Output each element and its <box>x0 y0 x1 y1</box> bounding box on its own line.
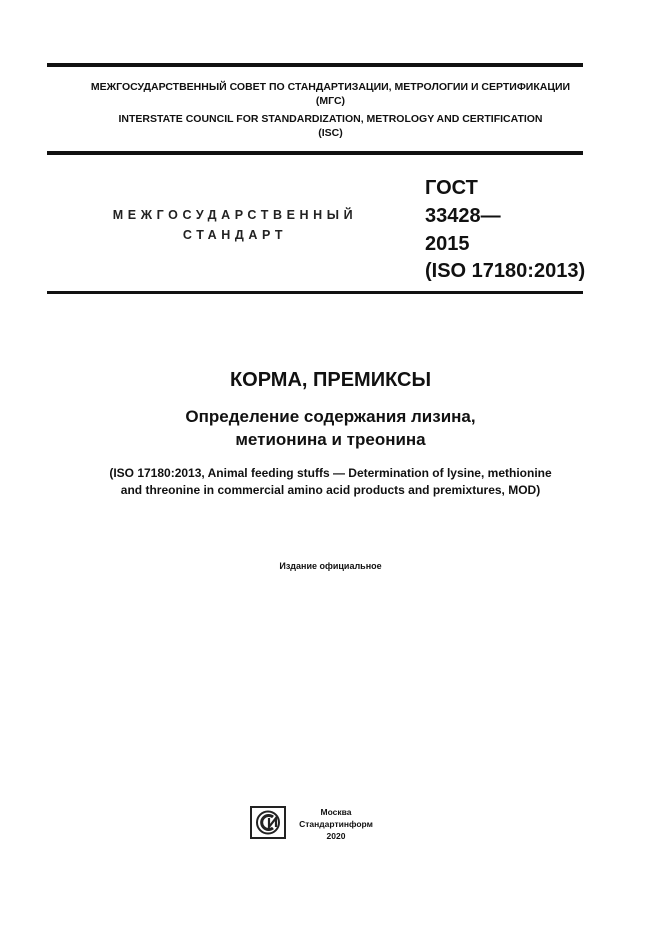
gost-number: 33428— <box>425 205 501 227</box>
standard-type-line2: СТАНДАРТ <box>182 228 288 242</box>
iso-reference: (ISO 17180:2013) <box>425 260 586 282</box>
gost-label: ГОСТ <box>425 177 478 199</box>
council-abbr-ru: (МГС) <box>315 95 346 107</box>
gost-year: 2015 <box>425 233 470 255</box>
standard-type-line1: МЕЖГОСУДАРСТВЕННЫЙ <box>112 208 358 222</box>
publisher-city: Москва <box>320 807 352 817</box>
header-bottom-rule <box>47 151 583 155</box>
publisher-name: Стандартинформ <box>299 819 373 829</box>
council-name-ru: МЕЖГОСУДАРСТВЕННЫЙ СОВЕТ ПО СТАНДАРТИЗАЦИИ, МЕТРОЛОГИИ И СЕРТИФИКАЦИИ <box>90 81 571 93</box>
council-name-en: INTERSTATE COUNCIL FOR STANDARDIZATION, METROLOGY AND CERTIFICATION <box>118 113 543 125</box>
standartinform-logo-icon <box>252 808 284 837</box>
iso-title-line1: (ISO 17180:2013, Animal feeding stuffs — Determination of lysine, methionine <box>109 466 552 480</box>
document-subtitle-line1: Определение содержания лизина, <box>185 407 476 426</box>
document-title: КОРМА, ПРЕМИКСЫ <box>229 369 432 391</box>
publisher-year: 2020 <box>326 831 346 841</box>
edition-note: Издание официальное <box>279 561 382 571</box>
top-rule <box>47 63 583 67</box>
publisher-logo <box>250 806 286 839</box>
iso-title-line2: and threonine in commercial amino acid products and premixtures, MOD) <box>120 483 541 497</box>
council-abbr-en: (ISC) <box>318 127 343 139</box>
designation-bottom-rule <box>47 291 583 294</box>
document-subtitle-line2: метионина и треонина <box>235 430 426 449</box>
